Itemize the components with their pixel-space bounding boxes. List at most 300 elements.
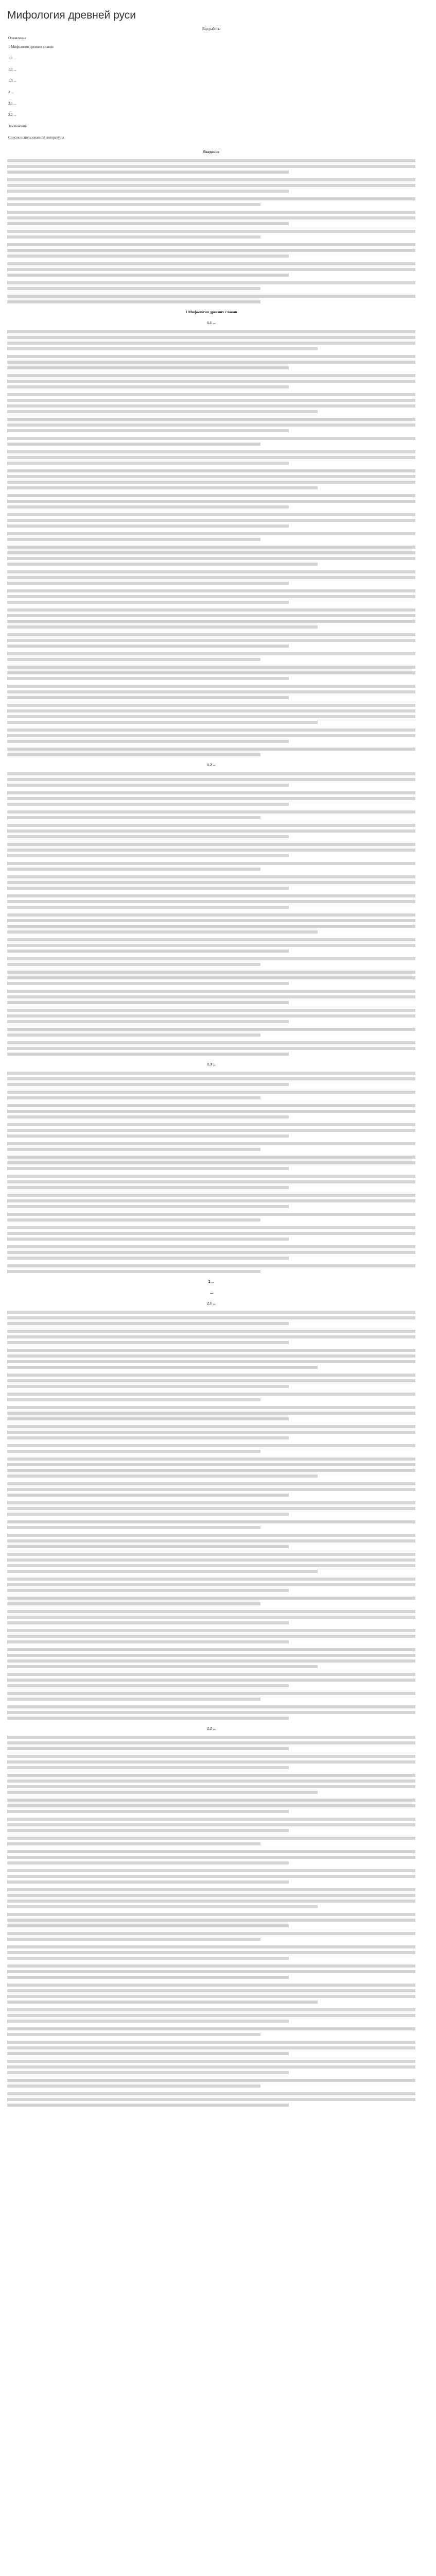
paragraph-placeholder	[7, 938, 415, 953]
text-line-placeholder	[7, 614, 415, 617]
text-line-placeholder	[7, 601, 289, 604]
text-line-placeholder	[7, 1393, 415, 1396]
paragraph-placeholder	[7, 230, 415, 239]
text-line-placeholder	[7, 1665, 318, 1668]
text-line-placeholder	[7, 843, 415, 846]
text-line-placeholder	[7, 1692, 415, 1695]
toc-item: 2.2 ...	[8, 113, 16, 117]
text-line-placeholder	[7, 829, 415, 833]
text-line-placeholder	[7, 1251, 415, 1254]
text-line-placeholder	[7, 854, 289, 857]
text-line-placeholder	[7, 1951, 415, 1954]
paragraph-placeholder	[7, 1629, 415, 1643]
text-line-placeholder	[7, 1823, 415, 1826]
text-line-placeholder	[7, 1938, 260, 1941]
text-line-placeholder	[7, 748, 415, 751]
paragraph-placeholder	[7, 2008, 415, 2023]
paragraph-placeholder	[7, 393, 415, 413]
text-line-placeholder	[7, 2046, 415, 2049]
text-line-placeholder	[7, 1684, 289, 1687]
text-line-placeholder	[7, 2071, 289, 2074]
text-line-placeholder	[7, 2052, 289, 2055]
text-line-placeholder	[7, 1621, 289, 1624]
text-line-placeholder	[7, 1984, 415, 1987]
text-line-placeholder	[7, 1648, 415, 1651]
text-line-placeholder	[7, 546, 415, 549]
text-line-placeholder	[7, 1507, 415, 1510]
text-line-placeholder	[7, 990, 415, 993]
text-line-placeholder	[7, 243, 415, 246]
text-line-placeholder	[7, 803, 289, 806]
text-line-placeholder	[7, 418, 415, 421]
text-line-placeholder	[7, 1539, 415, 1543]
paragraph-placeholder	[7, 330, 415, 350]
text-line-placeholder	[7, 1900, 415, 1903]
text-line-placeholder	[7, 1360, 415, 1363]
paragraph-placeholder	[7, 957, 415, 966]
paragraph-placeholder	[7, 2092, 415, 2107]
text-line-placeholder	[7, 1110, 415, 1113]
text-line-placeholder	[7, 835, 289, 838]
text-line-placeholder	[7, 1741, 415, 1744]
paragraph-placeholder	[7, 1945, 415, 1960]
text-line-placeholder	[7, 1072, 415, 1075]
text-line-placeholder	[7, 429, 289, 432]
paragraph-placeholder	[7, 1553, 415, 1573]
paragraph-placeholder	[7, 1104, 415, 1118]
paragraph-placeholder	[7, 772, 415, 787]
work-type: Вид работы	[202, 27, 221, 31]
text-line-placeholder	[7, 171, 289, 174]
text-line-placeholder	[7, 1458, 415, 1461]
text-line-placeholder	[7, 1570, 318, 1573]
paragraph-placeholder	[7, 355, 415, 369]
text-line-placeholder	[7, 1970, 415, 1973]
text-line-placeholder	[7, 685, 415, 688]
text-line-placeholder	[7, 900, 415, 903]
text-line-placeholder	[7, 938, 415, 941]
paragraph-placeholder	[7, 748, 415, 756]
text-line-placeholder	[7, 1989, 415, 1992]
text-line-placeholder	[7, 753, 260, 756]
intro-body	[7, 159, 415, 303]
paragraph-placeholder	[7, 532, 415, 541]
text-line-placeholder	[7, 1679, 415, 1682]
subsection-heading: 1.3 ...	[207, 1062, 216, 1066]
section-body	[7, 772, 415, 1056]
text-line-placeholder	[7, 1755, 415, 1758]
text-line-placeholder	[7, 1232, 415, 1235]
text-line-placeholder	[7, 1976, 289, 1979]
text-line-placeholder	[7, 393, 415, 396]
text-line-placeholder	[7, 1199, 415, 1202]
text-line-placeholder	[7, 216, 415, 219]
section-heading-intro: Введение	[203, 149, 220, 154]
text-line-placeholder	[7, 1028, 415, 1031]
paragraph-placeholder	[7, 990, 415, 1004]
text-line-placeholder	[7, 469, 415, 472]
paragraph-placeholder	[7, 1349, 415, 1369]
paragraph-placeholder	[7, 1175, 415, 1189]
text-line-placeholder	[7, 456, 415, 459]
text-line-placeholder	[7, 778, 415, 781]
text-line-placeholder	[7, 1374, 415, 1377]
text-line-placeholder	[7, 1513, 289, 1516]
text-line-placeholder	[7, 1924, 289, 1927]
text-line-placeholder	[7, 1129, 415, 1132]
text-line-placeholder	[7, 2008, 415, 2011]
text-line-placeholder	[7, 532, 415, 535]
paragraph-placeholder	[7, 2079, 415, 2088]
text-line-placeholder	[7, 347, 318, 350]
text-line-placeholder	[7, 211, 415, 214]
text-line-placeholder	[7, 1564, 415, 1567]
text-line-placeholder	[7, 1194, 415, 1197]
text-line-placeholder	[7, 1014, 415, 1018]
paragraph-placeholder	[7, 913, 415, 934]
text-line-placeholder	[7, 222, 289, 225]
text-line-placeholder	[7, 1640, 289, 1643]
text-line-placeholder	[7, 500, 415, 503]
text-line-placeholder	[7, 1047, 415, 1050]
text-line-placeholder	[7, 1534, 415, 1537]
paragraph-placeholder	[7, 1194, 415, 1208]
text-line-placeholder	[7, 1104, 415, 1107]
text-line-placeholder	[7, 1673, 415, 1676]
text-line-placeholder	[7, 1602, 260, 1605]
text-line-placeholder	[7, 2020, 289, 2023]
text-line-placeholder	[7, 1520, 415, 1523]
text-line-placeholder	[7, 2060, 415, 2063]
paragraph-placeholder	[7, 211, 415, 225]
paragraph-placeholder	[7, 1245, 415, 1260]
text-line-placeholder	[7, 1156, 415, 1159]
text-line-placeholder	[7, 784, 289, 787]
text-line-placeholder	[7, 2014, 415, 2017]
subsection-heading: 1.2 ...	[207, 762, 216, 767]
paragraph-placeholder	[7, 570, 415, 585]
paragraph-placeholder	[7, 1028, 415, 1037]
text-line-placeholder	[7, 1760, 415, 1764]
text-line-placeholder	[7, 1875, 415, 1878]
paragraph-placeholder	[7, 1705, 415, 1720]
text-line-placeholder	[7, 1257, 289, 1260]
text-line-placeholder	[7, 704, 415, 707]
text-line-placeholder	[7, 274, 289, 277]
paragraph-placeholder	[7, 685, 415, 699]
text-line-placeholder	[7, 524, 289, 528]
text-line-placeholder	[7, 300, 260, 303]
text-line-placeholder	[7, 791, 415, 794]
text-line-placeholder	[7, 868, 260, 871]
text-line-placeholder	[7, 1799, 415, 1802]
text-line-placeholder	[7, 887, 289, 890]
text-line-placeholder	[7, 625, 318, 629]
text-line-placeholder	[7, 1161, 415, 1164]
text-line-placeholder	[7, 1463, 415, 1466]
text-line-placeholder	[7, 1482, 415, 1485]
text-line-placeholder	[7, 1791, 318, 1794]
section-body	[7, 1072, 415, 1273]
text-line-placeholder	[7, 589, 415, 592]
paragraph-placeholder	[7, 704, 415, 724]
text-line-placeholder	[7, 450, 415, 453]
text-line-placeholder	[7, 1610, 415, 1613]
paragraph-placeholder	[7, 178, 415, 193]
text-line-placeholder	[7, 608, 415, 612]
text-line-placeholder	[7, 355, 415, 358]
text-line-placeholder	[7, 1316, 415, 1319]
subsection-heading: 1.1 ...	[207, 320, 216, 325]
section-heading-ch1: 1 Мифология древних славян	[185, 310, 237, 314]
text-line-placeholder	[7, 645, 289, 648]
paragraph-placeholder	[7, 862, 415, 871]
paragraph-placeholder	[7, 243, 415, 258]
text-line-placeholder	[7, 1842, 260, 1845]
paragraph-placeholder	[7, 197, 415, 206]
text-line-placeholder	[7, 1747, 289, 1750]
text-line-placeholder	[7, 1597, 415, 1600]
text-line-placeholder	[7, 1964, 415, 1968]
text-line-placeholder	[7, 557, 415, 560]
paragraph-placeholder	[7, 1774, 415, 1794]
paragraph-placeholder	[7, 2060, 415, 2074]
text-line-placeholder	[7, 740, 289, 743]
text-line-placeholder	[7, 443, 260, 446]
text-line-placeholder	[7, 361, 415, 364]
text-line-placeholder	[7, 658, 260, 661]
text-line-placeholder	[7, 1578, 415, 1581]
text-line-placeholder	[7, 2098, 415, 2101]
text-line-placeholder	[7, 235, 260, 239]
text-line-placeholder	[7, 2027, 415, 2030]
document-title: Мифология древней руси	[7, 9, 136, 21]
text-line-placeholder	[7, 184, 415, 187]
text-line-placeholder	[7, 1919, 415, 1922]
text-line-placeholder	[7, 330, 415, 333]
paragraph-placeholder	[7, 1799, 415, 1813]
paragraph-placeholder	[7, 374, 415, 388]
paragraph-placeholder	[7, 1932, 415, 1941]
paragraph-placeholder	[7, 971, 415, 985]
paragraph-placeholder	[7, 546, 415, 566]
text-line-placeholder	[7, 862, 415, 865]
text-line-placeholder	[7, 1175, 415, 1178]
paragraph-placeholder	[7, 2041, 415, 2055]
text-line-placeholder	[7, 2079, 415, 2082]
text-line-placeholder	[7, 2104, 289, 2107]
text-line-placeholder	[7, 1167, 289, 1170]
text-line-placeholder	[7, 1180, 415, 1183]
paragraph-placeholder	[7, 469, 415, 489]
text-line-placeholder	[7, 824, 415, 827]
text-line-placeholder	[7, 971, 415, 974]
paragraph-placeholder	[7, 1311, 415, 1325]
text-line-placeholder	[7, 2065, 415, 2069]
paragraph-placeholder	[7, 1330, 415, 1344]
text-line-placeholder	[7, 652, 415, 655]
text-line-placeholder	[7, 1469, 415, 1472]
text-line-placeholder	[7, 1354, 415, 1358]
text-line-placeholder	[7, 268, 415, 271]
text-line-placeholder	[7, 633, 415, 636]
paragraph-placeholder	[7, 1009, 415, 1023]
text-line-placeholder	[7, 2033, 260, 2036]
text-line-placeholder	[7, 1213, 415, 1216]
text-line-placeholder	[7, 1736, 415, 1739]
paragraph-placeholder	[7, 652, 415, 661]
text-line-placeholder	[7, 1406, 415, 1409]
text-line-placeholder	[7, 944, 415, 947]
toc-item: 1 Мифология древних славян	[8, 45, 54, 49]
text-line-placeholder	[7, 1850, 415, 1853]
text-line-placeholder	[7, 620, 415, 623]
paragraph-placeholder	[7, 875, 415, 890]
section-body	[7, 1311, 415, 1720]
text-line-placeholder	[7, 690, 415, 693]
text-line-placeholder	[7, 772, 415, 775]
text-line-placeholder	[7, 1698, 260, 1701]
paragraph-placeholder	[7, 1913, 415, 1927]
text-line-placeholder	[7, 810, 415, 814]
paragraph-placeholder	[7, 1374, 415, 1388]
text-line-placeholder	[7, 1186, 289, 1189]
text-line-placeholder	[7, 1431, 415, 1434]
text-line-placeholder	[7, 576, 415, 579]
text-line-placeholder	[7, 1385, 289, 1388]
text-line-placeholder	[7, 919, 415, 922]
paragraph-placeholder	[7, 1041, 415, 1056]
paragraph-placeholder	[7, 791, 415, 806]
text-line-placeholder	[7, 1115, 289, 1118]
text-line-placeholder	[7, 1142, 415, 1145]
text-line-placeholder	[7, 178, 415, 181]
paragraph-placeholder	[7, 2027, 415, 2036]
text-line-placeholder	[7, 930, 318, 934]
text-line-placeholder	[7, 677, 289, 680]
paragraph-placeholder	[7, 437, 415, 446]
paragraph-placeholder	[7, 894, 415, 909]
text-line-placeholder	[7, 976, 415, 979]
text-line-placeholder	[7, 1616, 415, 1619]
text-line-placeholder	[7, 2092, 415, 2095]
text-line-placeholder	[7, 295, 415, 298]
text-line-placeholder	[7, 1995, 415, 1998]
text-line-placeholder	[7, 881, 415, 884]
text-line-placeholder	[7, 696, 289, 699]
paragraph-placeholder	[7, 1406, 415, 1420]
text-line-placeholder	[7, 1020, 289, 1023]
text-line-placeholder	[7, 1322, 289, 1325]
text-line-placeholder	[7, 374, 415, 377]
text-line-placeholder	[7, 437, 415, 440]
text-line-placeholder	[7, 816, 260, 819]
text-line-placeholder	[7, 1558, 415, 1562]
text-line-placeholder	[7, 1494, 289, 1497]
text-line-placeholder	[7, 494, 415, 497]
text-line-placeholder	[7, 1444, 415, 1447]
text-line-placeholder	[7, 906, 289, 909]
paragraph-placeholder	[7, 1520, 415, 1529]
text-line-placeholder	[7, 505, 289, 509]
text-line-placeholder	[7, 1412, 415, 1415]
paragraph-placeholder	[7, 1213, 415, 1222]
paragraph-placeholder	[7, 1597, 415, 1605]
paragraph-placeholder	[7, 281, 415, 290]
text-line-placeholder	[7, 255, 289, 258]
paragraph-placeholder	[7, 1984, 415, 2004]
text-line-placeholder	[7, 1553, 415, 1556]
text-line-placeholder	[7, 925, 415, 928]
text-line-placeholder	[7, 1417, 289, 1420]
text-line-placeholder	[7, 1774, 415, 1777]
text-line-placeholder	[7, 1009, 415, 1012]
text-line-placeholder	[7, 336, 415, 339]
text-line-placeholder	[7, 982, 289, 985]
text-line-placeholder	[7, 2041, 415, 2044]
text-line-placeholder	[7, 1766, 289, 1769]
text-line-placeholder	[7, 1501, 415, 1504]
text-line-placeholder	[7, 1488, 415, 1491]
paragraph-placeholder	[7, 1142, 415, 1151]
text-line-placeholder	[7, 2084, 260, 2088]
text-line-placeholder	[7, 570, 415, 573]
paragraph-placeholder	[7, 1888, 415, 1908]
text-line-placeholder	[7, 1526, 260, 1529]
text-line-placeholder	[7, 481, 415, 484]
paragraph-placeholder	[7, 494, 415, 509]
text-line-placeholder	[7, 913, 415, 917]
text-line-placeholder	[7, 950, 289, 953]
text-line-placeholder	[7, 1270, 260, 1273]
text-line-placeholder	[7, 404, 415, 408]
paragraph-placeholder	[7, 1264, 415, 1273]
text-line-placeholder	[7, 1148, 260, 1151]
text-line-placeholder	[7, 1341, 289, 1344]
text-line-placeholder	[7, 1311, 415, 1314]
paragraph-placeholder	[7, 1837, 415, 1845]
text-line-placeholder	[7, 1379, 415, 1382]
text-line-placeholder	[7, 1894, 415, 1897]
text-line-placeholder	[7, 1349, 415, 1352]
text-line-placeholder	[7, 1905, 318, 1908]
text-line-placeholder	[7, 1583, 415, 1586]
text-line-placeholder	[7, 1880, 289, 1884]
text-line-placeholder	[7, 475, 415, 478]
section-body	[7, 330, 415, 756]
text-line-placeholder	[7, 230, 415, 233]
subsection-heading: 2.1 ...	[207, 1301, 216, 1306]
text-line-placeholder	[7, 1041, 415, 1044]
toc-item: 1.1 ...	[8, 56, 16, 60]
text-line-placeholder	[7, 1226, 415, 1229]
text-line-placeholder	[7, 1780, 415, 1783]
text-line-placeholder	[7, 1837, 415, 1840]
text-line-placeholder	[7, 666, 415, 669]
paragraph-placeholder	[7, 1610, 415, 1624]
text-line-placeholder	[7, 342, 415, 345]
paragraph-placeholder	[7, 295, 415, 303]
text-line-placeholder	[7, 1957, 289, 1960]
paragraph-placeholder	[7, 1534, 415, 1548]
paragraph-placeholder	[7, 810, 415, 819]
text-line-placeholder	[7, 262, 415, 265]
text-line-placeholder	[7, 399, 415, 402]
paragraph-placeholder	[7, 1578, 415, 1592]
text-line-placeholder	[7, 1398, 260, 1401]
text-line-placeholder	[7, 595, 415, 598]
text-line-placeholder	[7, 1330, 415, 1333]
